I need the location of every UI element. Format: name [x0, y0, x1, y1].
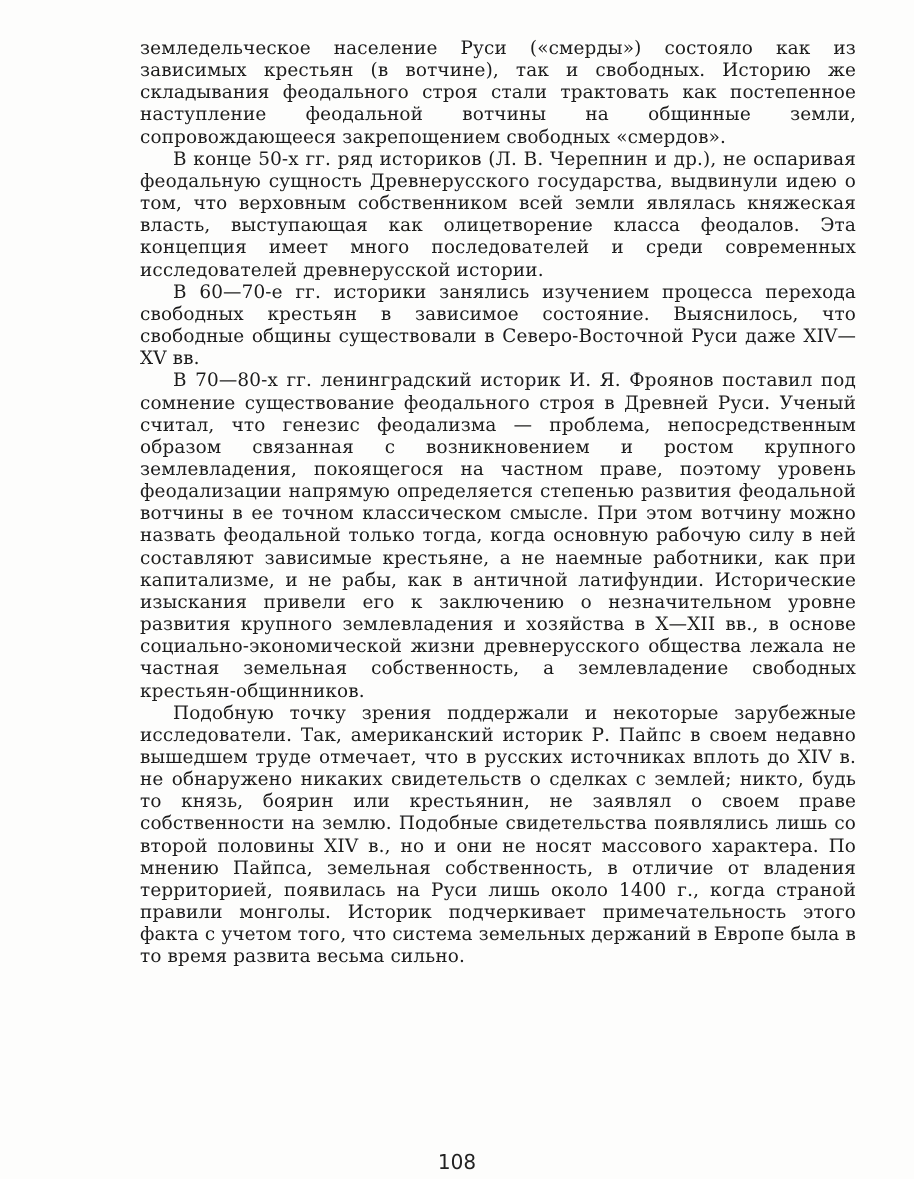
paragraph: Подобную точку зрения поддержали и некоторые зарубежные исследователи. Так, американский историк Р. Пайпс в своем недавно вышедшем труде отмечает, что в русских источниках вплоть до XIV в. не обнаружено никаких свидетельств о сделках с землей; никто, будь то князь, боярин или крестьянин, не заявлял о своем праве собственности на землю. Подобные свидетельства появлялись лишь со второй половины XIV в., но и они не носят массового характера. По мнению Пайпса, земельная собственность, в отличие от владения территорией, появилась на Руси лишь около 1400 г., когда страной правили монголы. Историк подчеркивает примечательность этого факта с учетом того, что система земельных держаний в Европе была в то время развита весьма сильно. — [140, 702, 856, 968]
paragraph: В 60—70-е гг. историки занялись изучением процесса перехода свободных крестьян в зависимое состояние. Выяснилось, что свободные общины существовали в Северо-Восточной Руси даже XIV—XV вв. — [140, 281, 856, 370]
paragraph: В конце 50-х гг. ряд историков (Л. В. Черепнин и др.), не оспаривая феодальную сущность Древнерусского государства, выдвинули идею о том, что верховным собственником всей земли являлась княжеская власть, выступающая как олицетворение класса феодалов. Эта концепция имеет много последователей и среди современных исследователей древнерусской истории. — [140, 148, 856, 281]
paragraph: В 70—80-х гг. ленинградский историк И. Я. Фроянов поставил под сомнение существование феодального строя в Древней Руси. Ученый считал, что генезис феодализма — проблема, непосредственным образом связанная с возникновением и ростом крупного землевладения, покоящегося на частном праве, поэтому уровень феодализации напрямую определяется степенью развития феодальной вотчины в ее точном классическом смысле. При этом вотчину можно назвать феодальной только тогда, когда основную рабочую силу в ней составляют зависимые крестьяне, а не наемные работники, как при капитализме, и не рабы, как в античной латифундии. Исторические изыскания привели его к заключению о незначительном уровне развития крупного землевладения и хозяйства в X—XII вв., в основе социально-экономической жизни древнерусского общества лежала не частная земельная собственность, а землевладение свободных крестьян-общинников. — [140, 370, 856, 702]
paragraph-continued: земледельческое население Руси («смерды») состояло как из зависимых крестьян (в вотчине), так и свободных. Историю же складывания феодального строя стали трактовать как постепенное наступление феодальной вотчины на общинные земли, сопровождающееся закрепощением свободных «смердов». — [140, 38, 856, 148]
page-number: 108 — [437, 1150, 477, 1174]
body-text — [140, 38, 856, 969]
